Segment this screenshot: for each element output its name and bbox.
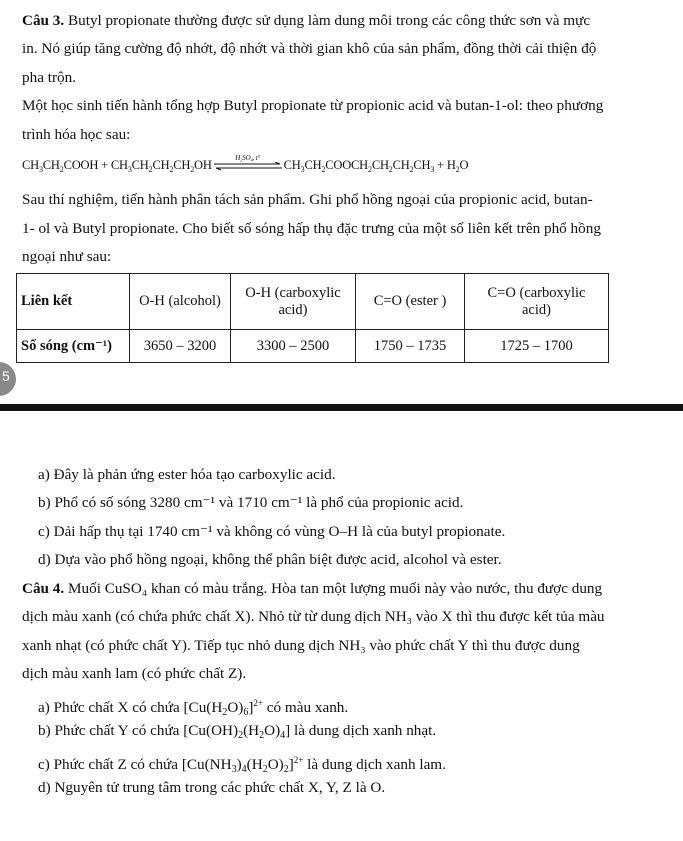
q4-line-3: xanh nhạt (có phức chất Y). Tiếp tục nhỏ dung dịch NH₃ vào phức chất Y thì thu được dung <box>22 637 580 654</box>
value-co-ester: 1750 – 1735 <box>356 330 465 363</box>
q4-line-1: Câu 4. Muối CuSO₄ khan có màu trắng. Hòa tan một lượng muối này vào nước, thu được dung <box>22 580 603 597</box>
q3-heading: Câu 3. <box>22 12 65 29</box>
q3-statement-c: c) Dải hấp thụ tại 1740 cm⁻¹ và không có vùng O–H là của butyl propionate. <box>38 523 506 540</box>
complex-y-formula: [Cu(OH)2(H2O)4] <box>183 722 291 741</box>
reaction-equation: $CH_3CH_2COOH + CH_3CH_2CH_2CH_2OH$ H₂SO₄, t° $CH_3CH_2COOCH_2CH_2CH_2CH_3 + H_2O$ <box>22 154 469 174</box>
q3-para3-line-1: Sau thí nghiệm, tiến hành phân tách sản phẩm. Ghi phổ hồng ngoại của propionic acid, butan- <box>22 191 593 208</box>
q3-statement-d: d) Dựa vào phổ hồng ngoại, không thể phân biệt được acid, alcohol và ester. <box>38 551 502 568</box>
q4-line-2: dịch màu xanh (có chứa phức chất X). Nhỏ từ từ dung dịch NH₃ vào X thì thu được kết tủa màu <box>22 608 605 625</box>
cell-co-carboxylic: C=O (carboxylic acid) <box>465 274 609 330</box>
section-divider <box>0 404 683 411</box>
q3-para3-line-3: ngoại như sau: <box>22 248 112 265</box>
reversible-arrow <box>214 154 282 173</box>
cell-oh-carboxylic: O-H (carboxylic acid) <box>231 274 356 330</box>
ir-table <box>16 273 609 363</box>
ir-table-row-bond <box>17 274 609 330</box>
q4-statement-d: d) Nguyên tử trung tâm trong các phức chất X, Y, Z là O. <box>38 779 386 796</box>
q3-line-2: in. Nó giúp tăng cường độ nhớt, độ nhớt và thời gian khô của sản phẩm, đồng thời cải thiện độ <box>22 40 597 57</box>
q3-line-3: pha trộn. <box>22 69 76 86</box>
row-label-bond: Liên kết <box>17 274 130 330</box>
value-co-carboxylic: 1725 – 1700 <box>465 330 609 363</box>
complex-z-formula: $[Cu(NH3)4(H2O)2]^{2+}$ <box>181 755 304 776</box>
q3-statement-b: b) Phổ có số sóng 3280 cm⁻¹ và 1710 cm⁻¹ là phổ của propionic acid. <box>38 494 464 511</box>
value-oh-carboxylic: 3300 – 2500 <box>231 330 356 363</box>
q4-statement-b: b) Phức chất Y có chứa [Cu(OH)2(H2O)4] là dung dịch xanh nhạt. <box>38 722 437 741</box>
q3-para2-line-2: trình hóa học sau: <box>22 126 131 143</box>
cell-co-ester: C=O (ester ) <box>356 274 465 330</box>
ir-table-row-wavenumber <box>17 330 609 363</box>
row-label-wavenumber: Số sóng (cm⁻¹) <box>17 330 130 363</box>
q3-para2-line-1: Một học sinh tiến hành tổng hợp Butyl propionate từ propionic acid và butan-1-ol: theo phương <box>22 97 604 114</box>
q4-statement-c: c) Phức chất Z có chứa $[Cu(NH3)4(H2O)2]^{2+}$ là dung dịch xanh lam. <box>38 755 446 776</box>
q3-statement-a: a) Đây là phản ứng ester hóa tạo carboxylic acid. <box>38 466 336 483</box>
page-number-badge: 5 <box>0 362 16 396</box>
q3-para3-line-2: 1- ol và Butyl propionate. Cho biết số sóng hấp thụ đặc trưng của một số liên kết trên phổ hồng <box>22 220 601 237</box>
value-oh-alcohol: 3650 – 3200 <box>130 330 231 363</box>
reaction-condition: H₂SO₄, t° <box>235 154 261 163</box>
q4-statement-a: a) Phức chất X có chứa $[Cu(H2O)6]^{2+}$ có màu xanh. <box>38 698 349 719</box>
q3-line-1: Câu 3. Butyl propionate thường được sử dụng làm dung môi trong các công thức sơn và mực <box>22 12 591 29</box>
q4-heading: Câu 4. <box>22 580 65 597</box>
q4-line-4: dịch màu xanh lam (có phức chất Z). <box>22 665 247 682</box>
complex-x-formula: $[Cu(H2O)6]^{2+}$ <box>183 698 263 719</box>
cell-oh-alcohol: O-H (alcohol) <box>130 274 231 330</box>
